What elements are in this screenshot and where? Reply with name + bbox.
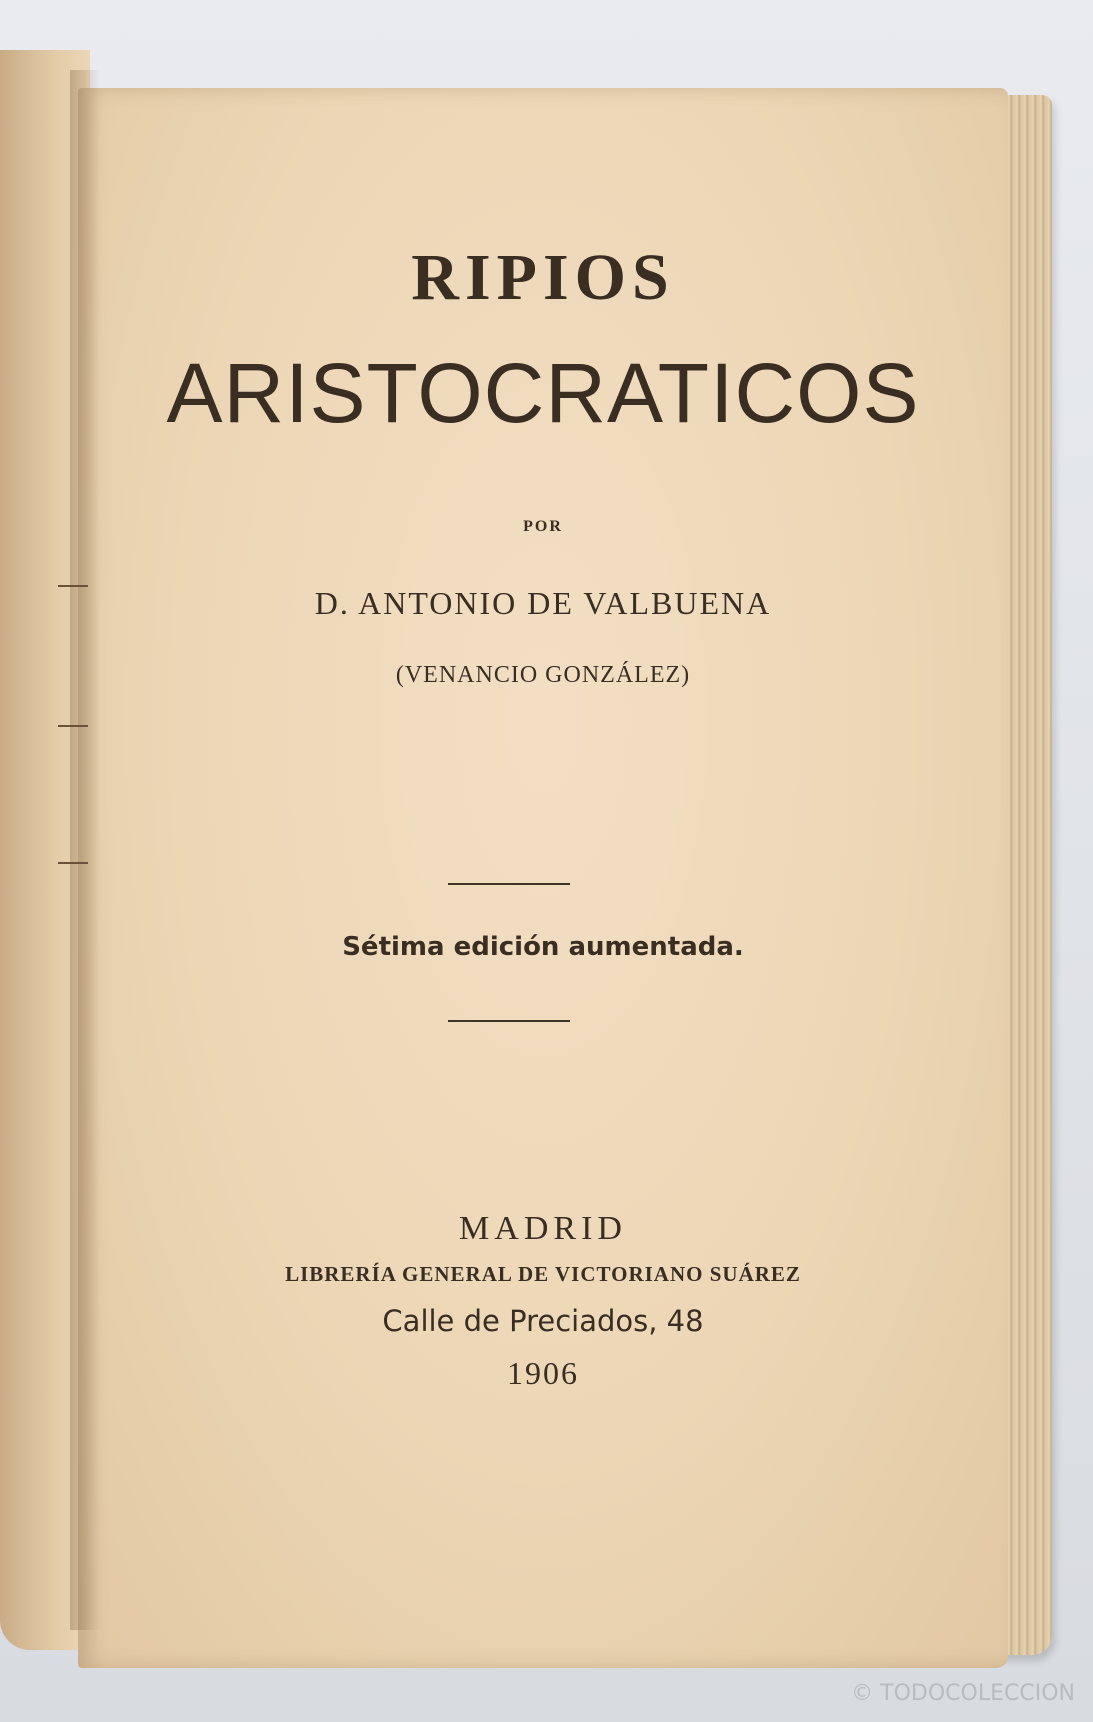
title-page bbox=[78, 88, 1008, 1668]
title-line-1: RIPIOS bbox=[411, 241, 675, 314]
author-name: D. ANTONIO DE VALBUENA bbox=[314, 585, 772, 621]
binding-stitch bbox=[58, 862, 88, 864]
publisher-address: Calle de Preciados, 48 bbox=[382, 1304, 704, 1338]
binding-stitch bbox=[58, 725, 88, 727]
publication-city: MADRID bbox=[459, 1210, 627, 1247]
author-pseudonym: (VENANCIO GONZÁLEZ) bbox=[395, 662, 691, 688]
publication-year: 1906 bbox=[507, 1355, 579, 1391]
by-label: POR bbox=[523, 518, 563, 535]
publisher-name: LIBRERÍA GENERAL DE VICTORIANO SUÁREZ bbox=[285, 1262, 801, 1286]
watermark: © TODOCOLECCION bbox=[851, 1681, 1075, 1706]
edition-note: Sétima edición aumentada. bbox=[342, 932, 744, 962]
divider-rule bbox=[448, 1020, 570, 1022]
title-line-2: ARISTOCRATICOS bbox=[166, 346, 920, 440]
divider-rule bbox=[448, 883, 570, 885]
